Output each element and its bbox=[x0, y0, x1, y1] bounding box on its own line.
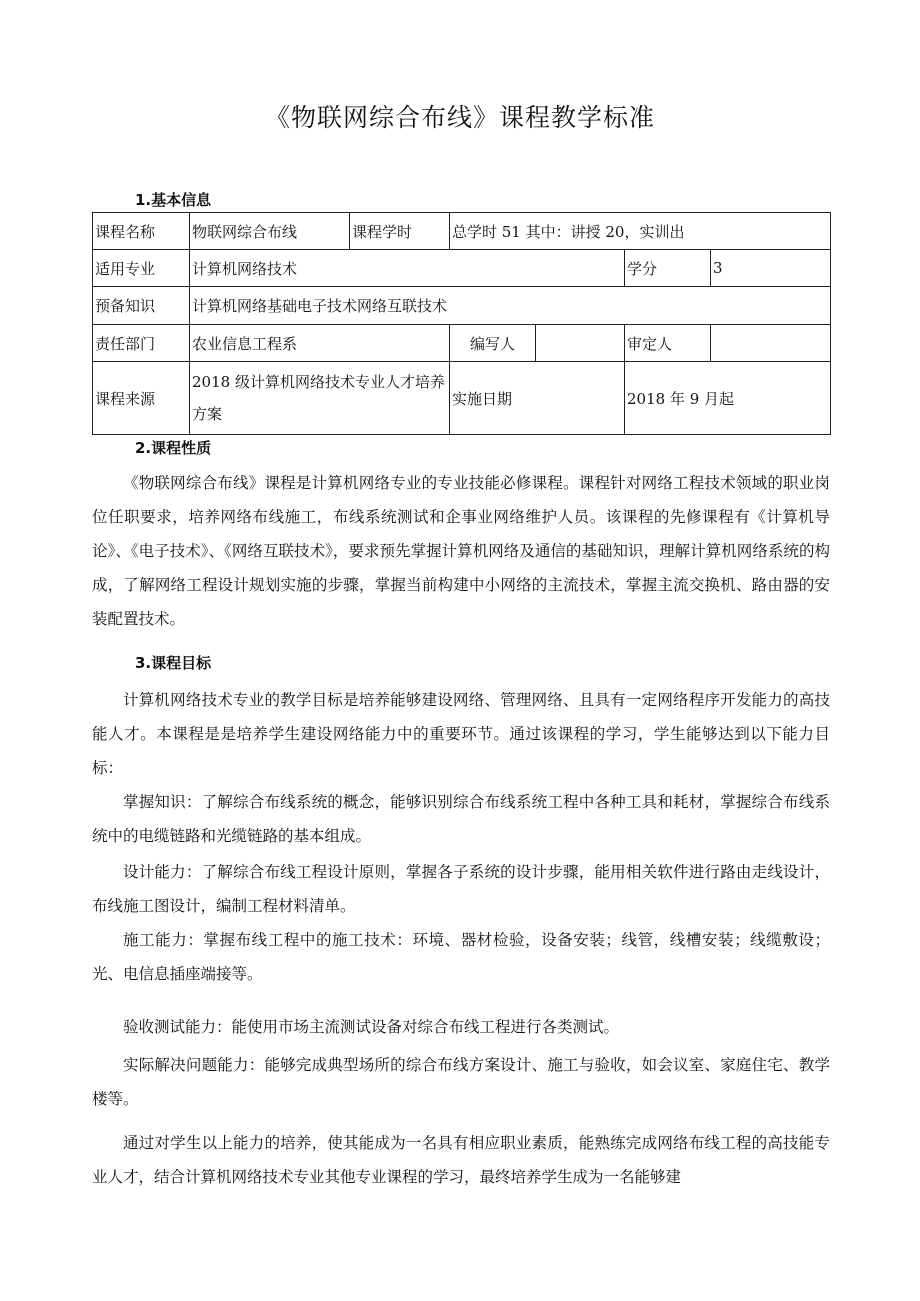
paragraph-design: 设计能力：了解综合布线工程设计原则，掌握各子系统的设计步骤，能用相关软件进行路由走线设计，布线施工图设计，编制工程材料清单。 bbox=[92, 863, 830, 915]
reviewer-value bbox=[711, 325, 831, 362]
paragraph-construction: 施工能力：掌握布线工程中的施工技术：环境、器材检验，设备安装；线管，线槽安装；线缆敷设；光、电信息插座端接等。 bbox=[92, 931, 830, 983]
paragraph-practical: 实际解决问题能力：能够完成典型场所的综合布线方案设计、施工与验收，如会议室、家庭住宅、教学楼等。 bbox=[92, 1056, 830, 1108]
basic-info-table bbox=[92, 212, 831, 435]
major-value: 计算机网络技术 bbox=[190, 250, 625, 287]
section-heading-course-nature: 2.课程性质 bbox=[135, 439, 212, 457]
table-row bbox=[93, 213, 831, 250]
dept-value: 农业信息工程系 bbox=[190, 325, 450, 362]
dept-label: 责任部门 bbox=[93, 325, 190, 362]
paragraph-course-nature: 《物联网综合布线》课程是计算机网络专业的专业技能必修课程。课程针对网络工程技术领域的职业岗位任职要求，培养网络布线施工，布线系统测试和企事业网络维护人员。该课程的先修课程有《计算机导论》、《电子技术》、《网络互联技术》，要求预先掌握计算机网络及通信的基础知识，理解计算机网络系统的构成，了解网络工程设计规划实施的步骤，掌握当前构建中小网络的主流技术，掌握主流交换机、路由器的安装配置技术。 bbox=[92, 474, 830, 628]
source-value: 2018 级计算机网络技术专业人才培养方案 bbox=[190, 362, 450, 435]
date-label: 实施日期 bbox=[450, 362, 625, 435]
writer-label: 编写人 bbox=[450, 325, 536, 362]
paragraph-summary: 通过对学生以上能力的培养，使其能成为一名具有相应职业素质，能熟练完成网络布线工程的高技能专业人才，结合计算机网络技术专业其他专业课程的学习，最终培养学生成为一名能够建 bbox=[92, 1134, 830, 1186]
writer-value bbox=[536, 325, 625, 362]
credit-label: 学分 bbox=[625, 250, 711, 287]
prereq-label: 预备知识 bbox=[93, 287, 190, 325]
course-name-value: 物联网综合布线 bbox=[190, 213, 350, 250]
paragraph-goal-intro: 计算机网络技术专业的教学目标是培养能够建设网络、管理网络、且具有一定网络程序开发能力的高技能人才。本课程是是培养学生建设网络能力中的重要环节。通过该课程的学习，学生能够达到以下能力目标： bbox=[92, 691, 830, 777]
table-row bbox=[93, 362, 831, 435]
table-row bbox=[93, 250, 831, 287]
paragraph-knowledge: 掌握知识：了解综合布线系统的概念，能够识别综合布线系统工程中各种工具和耗材，掌握综合布线系统中的电缆链路和光缆链路的基本组成。 bbox=[92, 793, 830, 845]
credit-value: 3 bbox=[711, 250, 831, 287]
document-title: 《物联网综合布线》课程教学标准 bbox=[264, 103, 655, 132]
reviewer-label: 审定人 bbox=[625, 325, 711, 362]
table-row bbox=[93, 325, 831, 362]
source-label: 课程来源 bbox=[93, 362, 190, 435]
hours-value: 总学时 51 其中：讲授 20，实训出 bbox=[450, 213, 831, 250]
table-row bbox=[93, 287, 831, 325]
section-heading-basic-info: 1.基本信息 bbox=[135, 191, 212, 209]
paragraph-testing: 验收测试能力：能使用市场主流测试设备对综合布线工程进行各类测试。 bbox=[123, 1018, 620, 1036]
prereq-value: 计算机网络基础电子技术网络互联技术 bbox=[190, 287, 831, 325]
hours-label: 课程学时 bbox=[350, 213, 450, 250]
major-label: 适用专业 bbox=[93, 250, 190, 287]
section-heading-course-goals: 3.课程目标 bbox=[135, 654, 212, 672]
course-name-label: 课程名称 bbox=[93, 213, 190, 250]
date-value: 2018 年 9 月起 bbox=[625, 362, 831, 435]
